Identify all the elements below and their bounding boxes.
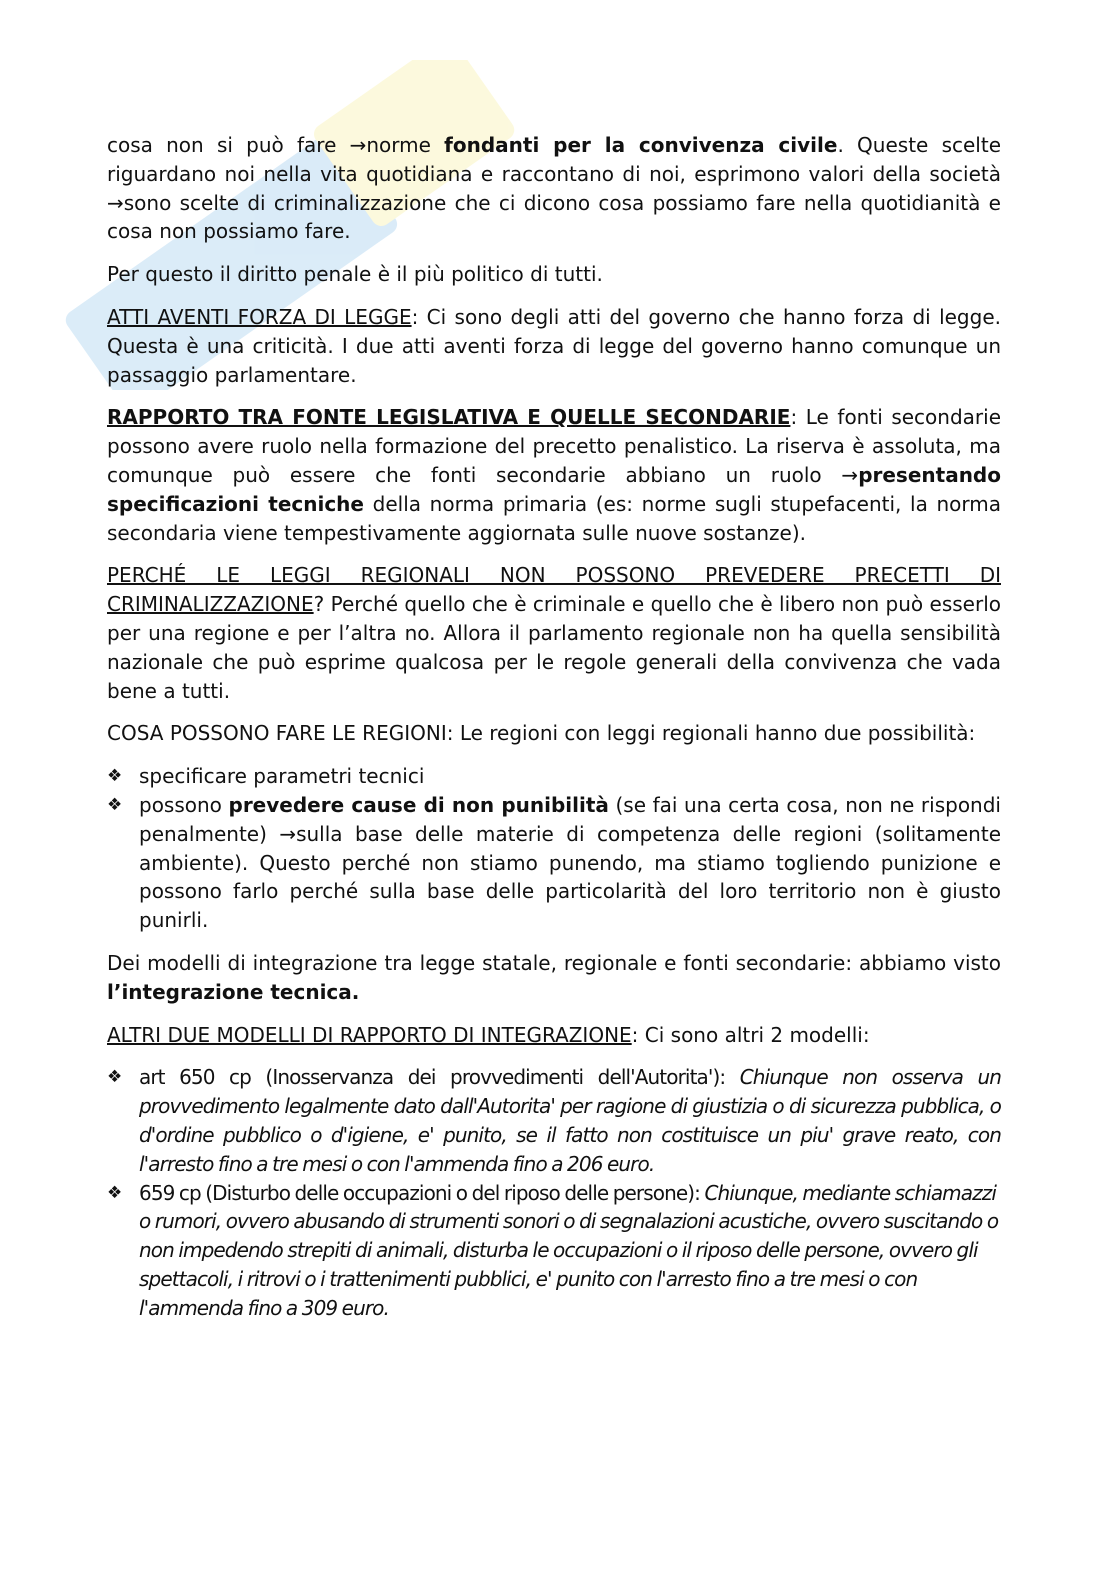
paragraph xyxy=(107,719,1001,748)
list-item xyxy=(107,762,1001,791)
list-item xyxy=(107,1179,1001,1323)
diamond-bullet-icon: ❖ xyxy=(107,766,123,787)
bold-text: prevedere cause di non punibilità xyxy=(228,792,609,817)
section-heading: ATTI AVENTI FORZA DI LEGGE xyxy=(107,304,412,329)
text-run: cosa non si può fare →norme xyxy=(107,133,445,157)
bullet-list xyxy=(107,762,1001,935)
section-heading: PERCHÉ LE LEGGI REGIONALI NON POSSONO PREVEDERE PRECETTI DI CRIMINALIZZAZIONE xyxy=(107,563,1001,617)
text-run: possono xyxy=(139,792,229,817)
text-run: Dei modelli di integrazione tra legge statale, regionale e fonti secondarie: abbiamo visto xyxy=(107,950,1001,975)
bullet-list xyxy=(107,1063,1001,1322)
diamond-bullet-icon: ❖ xyxy=(107,794,123,815)
section-heading: ALTRI DUE MODELLI DI RAPPORTO DI INTEGRAZIONE xyxy=(107,1022,632,1047)
bold-text: fondanti per la convivenza civile xyxy=(444,133,838,157)
text-run: ? Perché quello che è criminale e quello che è libero non può esserlo per una regione e per l’altra no. Allora il parlamento regionale non ha quella sensibilità nazionale che può esprime qualcosa per le regole generali della convivenza che vada bene a tutti. xyxy=(107,592,1001,703)
diamond-bullet-icon: ❖ xyxy=(107,1067,122,1088)
quoted-law-text: Chiunque, mediante schiamazzi o rumori, ovvero abusando di strumenti sonori o di segnalazioni acustiche, ovvero suscitando o non impedendo strepiti di animali, disturba le occupazioni o il riposo delle persone, ovvero gli spettacoli, i ritrovi o i trattenimenti pubblici, e' punito con l'arresto fino a tre mesi o con l'ammenda fino a 309 euro. xyxy=(139,1180,999,1320)
section-heading: RAPPORTO TRA FONTE LEGISLATIVA E QUELLE SECONDARIE xyxy=(107,405,791,430)
paragraph xyxy=(107,561,1001,705)
bold-text: l’integrazione tecnica. xyxy=(107,979,360,1004)
paragraph xyxy=(107,131,1001,246)
text-run: 659 cp (Disturbo delle occupazioni o del riposo delle persone): xyxy=(139,1180,705,1205)
text-run: Per questo il diritto penale è il più politico di tutti. xyxy=(107,262,603,287)
paragraph xyxy=(107,949,1001,1007)
list-item xyxy=(107,791,1001,935)
text-run: (se fai una certa cosa, non ne rispondi penalmente) →sulla base delle materie di competenza delle regioni (solitamente ambiente). Questo perché non stiamo punendo, ma stiamo togliendo punizione e possono farlo perché sulla base delle particolarità del loro territorio non è giusto punirli. xyxy=(139,792,1001,933)
paragraph xyxy=(107,303,1001,389)
text-run: : Le fonti secondarie possono avere ruolo nella formazione del precetto penalistico. La riserva è assoluta, ma comunque può essere che fonti secondarie abbiano un ruolo → xyxy=(107,405,1001,487)
text-run: art 650 cp (Inosservanza dei provvedimenti dell'Autorita'): xyxy=(139,1065,740,1090)
quoted-law-text: Chiunque non osserva un provvedimento legalmente dato dall'Autorita' per ragione di giustizia o di sicurezza pubblica, o d'ordine pubblico o d'igiene, e' punito, se il fatto non costituisce un piu' grave reato, con l'arresto fino a tre mesi o con l'ammenda fino a 206 euro. xyxy=(139,1065,1002,1176)
text-run: : Ci sono degli atti del governo che hanno forza di legge. Questa è una criticità. I due atti aventi forza di legge del governo hanno comunque un passaggio parlamentare. xyxy=(107,304,1001,387)
document-page xyxy=(107,131,1001,1336)
text-run: COSA POSSONO FARE LE REGIONI: Le regioni con leggi regionali hanno due possibilità: xyxy=(107,721,976,746)
list-item xyxy=(107,1063,1001,1178)
text-run: . Queste scelte riguardano noi nella vita quotidiana e raccontano di noi, esprimono valori della società →sono scelte di criminalizzazione che ci dicono cosa possiamo fare nella quotidianità e cosa non possiamo fare. xyxy=(107,133,1001,244)
paragraph xyxy=(107,1021,1001,1050)
bold-text: presentando specificazioni tecniche xyxy=(107,462,1001,516)
text-run: specificare parametri tecnici xyxy=(139,764,425,789)
diamond-bullet-icon: ❖ xyxy=(107,1182,122,1203)
text-run: : Ci sono altri 2 modelli: xyxy=(631,1022,870,1047)
paragraph xyxy=(107,403,1001,547)
paragraph xyxy=(107,260,1001,289)
text-run: della norma primaria (es: norme sugli stupefacenti, la norma secondaria viene tempestivamente aggiornata sulle nuove sostanze). xyxy=(107,491,1001,545)
